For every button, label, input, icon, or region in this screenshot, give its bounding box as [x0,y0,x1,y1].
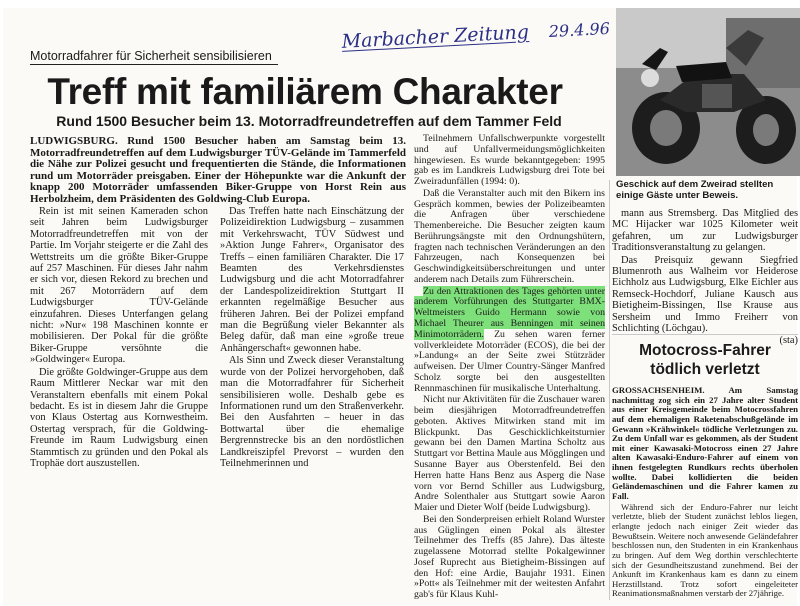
paragraph-continuation: Zu sehen waren ferner vollverkleidete Motorräder (ECOS), die bei der »Landung« an der Seite zwei Stützräder aufweisen. Der Ulmer Country-Sänger Manfred Scholz sorgte bei den ausgestellten Rennmaschinen für musikalische Unterhaltung. [414,328,605,394]
article-lead: LUDWIGSBURG. Rund 1500 Besucher haben am Samstag beim 13. Motorradfreundetreffen auf dem Ludwigsburger TÜV-Gelände im Tammerfeld die Nähe zur Polizei gesucht und frequentierten die Stände, die Informationen rund um Motorräder preisgaben. Einer der Höhepunkte war die Ankunft der knapp 200 Motorräder umfassenden Biker-Gruppe von Horst Rein aus Herbolzheim, dem Präsidenten des Goldwing-Club Europa. [30,135,406,205]
column-divider [609,180,610,600]
paragraph: Bei den Sonderpreisen erhielt Roland Wurster aus Güglingen einen Pokal als ältester Teilnehmer des Treffs (85 Jahre). Das älteste zugelassene Motorrad stellte Pokalgewinner Josef Ruprecht aus Bietigheim-Bissingen auf den Hof: eine Ardie, Baujahr 1931. Einen »Pott« als Teilnehmer mit der weitesten Anfahrt gab's für Klaus Kuhl- [414,513,605,601]
section-label: Motorradfahrer für Sicherheit sensibilisieren [30,49,278,65]
motorcycle-photo [616,8,800,176]
paragraph: Nicht nur Aktivitäten für die Zuschauer waren beim diesjährigen Motorradfreundetreffen geboten. Aktives Mitwirken stand mit im Blickpunkt. Das Geschicklichkeitsturnier gewann bei den Damen Martina Scholtz aus Stuttgart vor Bettina Maule aus Mögglingen und Susanne Bayer aus Oberstenfeld. Bei den Herren hatte Hans Benz aus Asperg die Nase vorn vor Bernd Schiller aus Ludwigsburg, Andre Solenthaler aus Stuttgart sowie Aaron Maier und Dieter Wolf (beide Ludwigsburg). [414,394,605,514]
author-initials: (sta) [779,335,798,347]
source-publication: Marbacher Zeitung [341,21,530,53]
sidebar-story-headline: Motocross-Fahrer tödlich verletzt [639,342,771,378]
article-headline: Treff mit familiärem Charakter [47,71,563,112]
article-column-4 [612,208,798,347]
paragraph: Als Sinn und Zweck dieser Veranstaltung wurde von der Polizei hervorgehoben, daß man die Motorradfahrer für Sicherheit sensibilisieren wolle. Deshalb gebe es Informationen rund um den Straßenverkehr. Bei den Ausfahrten – heuer in das Bottwartal über die ehemalige Bergrennstrecke bis an den nordöstlichen Landkreiszipfel Prevorst – wurden den Teilnehmerinnen und [220,355,404,469]
story-divider [612,334,798,335]
photo-caption: Geschick auf dem Zweirad stellten einige Gäste unter Beweis. [616,179,774,202]
article-subheadline: Rund 1500 Besucher beim 13. Motorradfreundetreffen auf dem Tammer Feld [56,113,562,129]
article-column-3 [414,134,605,601]
paragraph-highlighted [414,287,605,395]
sidebar-story-body [612,386,798,599]
article-column-1 [30,206,208,469]
sidebar-story-lead: GROSSACHSENHEIM. Am Samstag nachmittag zog sich ein 27 Jahre alter Student aus einer Kreisgemeinde beim Motocrossfahren auf dem ehemaligen Raketenabschußgelände im Gewann »Krähwinkel« tödliche Verletzungen zu. Zu dem Unfall war es gekommen, als der Student mit einer Kawasaki-Motocross einen 27 Jahre alten Kawasaki-Enduro-Fahrer auf einem von ihnen festgelegten Rundkurs rechts überholen wollte. Dabei kollidierten die beiden Geländemaschinen und die Fahrer kamen zu Fall. [612,385,798,502]
paragraph: Das Treffen hatte nach Einschätzung der Polizeidirektion Ludwigsburg – zusammen mit Verkehrswacht, TÜV Südwest und »Aktion Junge Fahrer«, Organisator des Treffs – einen familiären Charakter. Die 17 Beamten des Verkehrsdienstes Ludwigsburg und die acht Motorradfahrer der Landespolizeidirektion Stuttgart II erkannten regelmäßige Besucher aus früheren Jahren. Bei der Polizei empfand man die Begrüßung vieler Bekannter als Beleg dafür, daß man eine »große treue Anhängerschaft« gewonnen habe. [220,206,404,354]
paragraph: Die größte Goldwinger-Gruppe aus dem Raum Mittlerer Neckar war mit den Veranstaltern ebenfalls mit einem Pokal bedacht. Es ist in diesem Jahr die Gruppe von Klaus Ostertag aus Kornwestheim. Ostertag versprach, für die Goldwing-Freunde im Raum Ludwigsburg einen Stammtisch zu gründen und den Pokal als Trophäe dort auszustellen. [30,366,208,469]
paragraph: Während sich der Enduro-Fahrer nur leicht verletzte, blieb der Student zunächst leblos liegen, erlangte jedoch nach einiger Zeit wieder das Bewußtsein. Weitere noch anwesende Geländefahrer beschlossen nun, den Studenten in ein Krankenhaus zu bringen. Auf dem Weg dorthin verschlechterte sich der Gesundheitszustand zunehmend. Bei der Ankunft im Krankenhaus kam es dann zu einem Herzstillstand. Trotz sofort eingeleiteter Reanimationsmaßnahmen verstarb der 27jährige. [612,501,798,599]
article-column-2 [220,206,404,469]
highlighted-text: Zu den Attraktionen des Tages gehörten unter anderem Vorführungen des Stuttgarter BMX-Weltmeisters Guido Hermann sowie von Michael Theurer aus Benningen mit seinen Minimotorrädern. [414,285,605,340]
paragraph: Daß die Veranstalter auch mit den Bikern ins Gespräch kommen, bewies der Polizeibeamten die Anfragen über verschiedene Themenbereiche. Die Besucher zeigten kaum Berührungsängste mit den Ordnungshütern, fragten nach technischen Veränderungen an den Fahrzeugen, nach Konsequenzen bei Geschwindigkeitsüberschreitungen und unter anderem nach Details zum Führerschein. [414,187,605,285]
paragraph: mann aus Stremsberg. Das Mitglied des MC Hijacker war 1025 Kilometer weit gefahren, um zur Ludwigsburger Traditionsveranstaltung zu gelangen. [612,208,798,254]
paragraph: Rein ist mit seinen Kameraden schon seit Jahren beim Ludwigsburger Motorradfreundetreffen mit von der Partie. Im Vorjahr steigerte er die Zahl des Wettstreits um die größte Biker-Gruppe auf 257 Maschinen. Für dieses Jahr nahm er sich vor, diesen Rekord zu brechen und mit 267 Motorrädern auf dem Ludwigsburger TÜV-Gelände einzufahren. Dieses Unterfangen gelang nicht: »Nur« 198 Maschinen konnte er mobilisieren. Der Pokal für die größte Biker-Gruppe versöhnte die »Goldwinger« Europa. [30,206,208,366]
paragraph: Teilnehmern Unfallschwerpunkte vorgestellt und auf Unfallvermeidungsmöglichkeiten hingewiesen. Es wurde bekanntgegeben: 1995 gab es im Landkreis Ludwigsburg drei Tote bei Zweiradunfällen (1994: 0). [414,133,605,188]
source-date: 29.4.96 [548,18,611,41]
paragraph: Das Preisquiz gewann Siegfried Blumenroth aus Walheim vor Heiderose Eichholz aus Ludwigsburg, Elke Eichler aus Remseck-Hochdorf, Juliane Kausch aus Bietigheim-Bissingen, Ilse Krause aus Sersheim und Immo Freiherr von Schlichting (Löchgau). [612,254,798,335]
